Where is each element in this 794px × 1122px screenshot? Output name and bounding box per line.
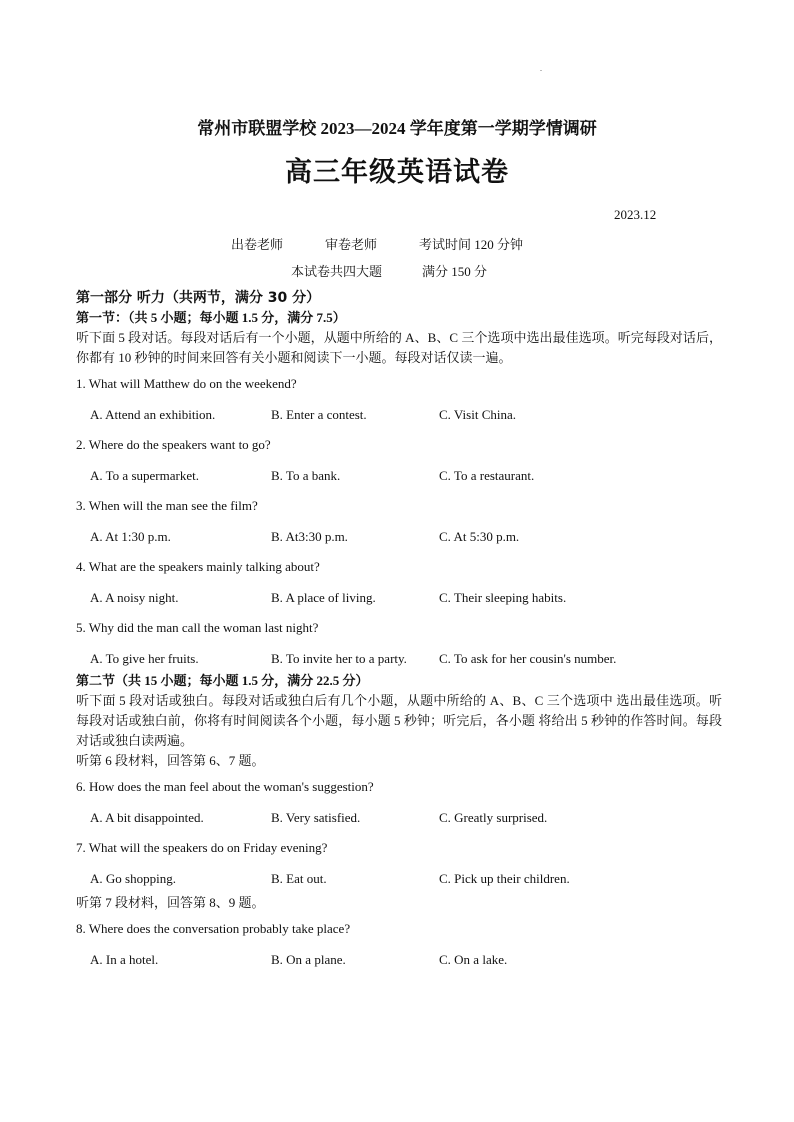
- option-c: C. To a restaurant.: [439, 468, 535, 483]
- question: 1. What will Matthew do on the weekend?: [76, 376, 297, 391]
- option-b: B. Eat out.: [271, 871, 327, 886]
- option-b: B. Enter a contest.: [271, 407, 367, 422]
- page-mark: .: [540, 64, 542, 73]
- option-c: C. On a lake.: [439, 952, 508, 967]
- option-a: A. To give her fruits.: [90, 651, 199, 666]
- exam-time: 考试时间 120 分钟: [419, 237, 524, 252]
- exam-date: 2023.12: [614, 207, 657, 222]
- setter-label: 出卷老师: [231, 237, 284, 252]
- exam-staff-line: [231, 234, 523, 253]
- question: 3. When will the man see the film?: [76, 498, 258, 513]
- options-row: [76, 588, 722, 608]
- parts-count: 本试卷共四大题: [291, 264, 383, 279]
- reviewer-label: 审卷老师: [325, 237, 378, 252]
- option-a: A. Go shopping.: [90, 871, 176, 886]
- question: 5. Why did the man call the woman last night?: [76, 620, 319, 635]
- options-row: [76, 808, 722, 828]
- option-a: A. To a supermarket.: [90, 468, 199, 483]
- option-b: B. To invite her to a party.: [271, 651, 407, 666]
- option-c: C. Their sleeping habits.: [439, 590, 567, 605]
- school-heading: 常州市联盟学校 2023—2024 学年度第一学期学情调研: [197, 119, 597, 138]
- options-row: [76, 466, 722, 486]
- option-b: B. To a bank.: [271, 468, 341, 483]
- option-c: C. At 5:30 p.m.: [439, 529, 520, 544]
- option-b: B. A place of living.: [271, 590, 376, 605]
- question: 8. Where does the conversation probably take place?: [76, 921, 351, 936]
- question: 7. What will the speakers do on Friday evening?: [76, 840, 328, 855]
- option-b: B. On a plane.: [271, 952, 346, 967]
- options-row: [76, 405, 722, 425]
- option-b: B. At3:30 p.m.: [271, 529, 348, 544]
- option-a: A. A bit disappointed.: [90, 810, 204, 825]
- option-c: C. To ask for her cousin's number.: [439, 651, 617, 666]
- question: 2. Where do the speakers want to go?: [76, 437, 271, 452]
- option-a: A. A noisy night.: [90, 590, 179, 605]
- full-score: 满分 150 分: [422, 264, 488, 279]
- option-a: A. Attend an exhibition.: [90, 407, 216, 422]
- section-instruction: 听下面 5 段对话或独白。每段对话或独白后有几个小题，从题中所给的 A、B、C 三个选项中 选出最佳选项。听每段对话或独白前，你将有时间阅读各个小题，每小题 5 秒钟；听完后，各小题 将给出 5 秒钟的作答时间。每段对话或独白读两遍。: [76, 693, 722, 748]
- option-b: B. Very satisfied.: [271, 810, 361, 825]
- question: 4. What are the speakers mainly talking about?: [76, 559, 320, 574]
- exam-info-line: [291, 261, 487, 280]
- options-row: [76, 950, 722, 970]
- exam-content: [76, 288, 722, 980]
- section-title: 第一节：（共 5 小题；每小题 1.5 分，满分 7.5）: [76, 310, 346, 325]
- question: 6. How does the man feel about the woman's suggestion?: [76, 779, 374, 794]
- option-c: C. Pick up their children.: [439, 871, 570, 886]
- option-c: C. Visit China.: [439, 407, 516, 422]
- options-row: [76, 527, 722, 547]
- section-title: 第二节（共 15 小题；每小题 1.5 分，满分 22.5 分）: [76, 673, 369, 688]
- section-instruction: 听下面 5 段对话。每段对话后有一个小题，从题中所给的 A、B、C 三个选项中选出最佳选项。听完每段对话后，你都有 10 秒钟的时间来回答有关小题和阅读下一小题。每段对话仅读一遍。: [76, 330, 722, 365]
- material-note: 听第 6 段材料，回答第 6、7 题。: [76, 753, 265, 768]
- option-a: A. In a hotel.: [90, 952, 159, 967]
- exam-title: 高三年级英语试卷: [285, 157, 509, 187]
- options-row: [76, 649, 722, 669]
- option-c: C. Greatly surprised.: [439, 810, 548, 825]
- options-row: [76, 869, 722, 889]
- part-title: 第一部分 听力（共两节，满分 30 分）: [76, 290, 321, 306]
- material-note: 听第 7 段材料，回答第 8、9 题。: [76, 895, 265, 910]
- option-a: A. At 1:30 p.m.: [90, 529, 171, 544]
